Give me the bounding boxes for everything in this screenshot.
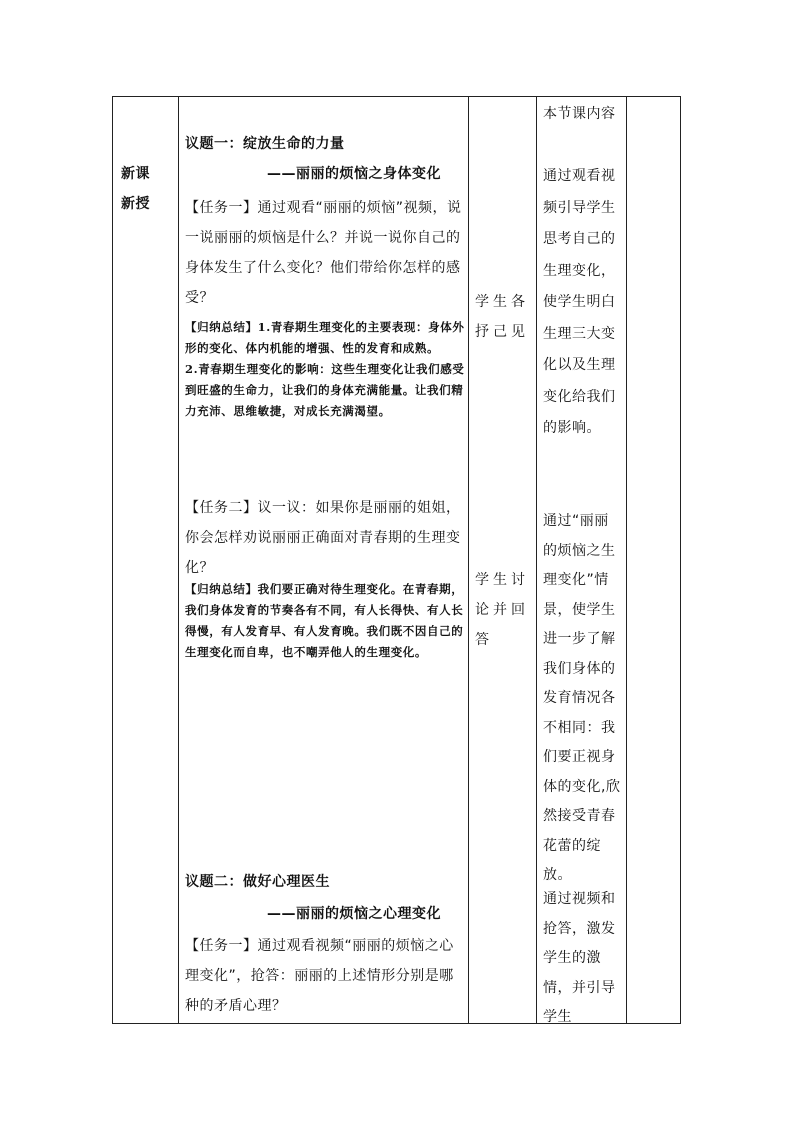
topic1-title: 议题一：绽放生命的力量: [185, 136, 345, 152]
task2-label: 【任务二】: [185, 500, 258, 516]
column-divider: [178, 97, 179, 1023]
topic1-task2: [185, 493, 465, 583]
topic1-summary1: [185, 317, 465, 422]
topic2-task1-text: 通过观看视频“丽丽的烦恼之心理变化”，抢答：丽丽的上述情形分别是哪种的矛盾心理？: [185, 938, 454, 1014]
intent-header: 本节课内容: [543, 106, 616, 122]
task1-label: 【任务一】: [185, 200, 258, 216]
summary1-point1: 1.青春期生理变化的主要表现：身体外形的变化、体内机能的增强、性的发育和成熟。: [185, 320, 465, 355]
topic2-task1-label: 【任务一】: [185, 938, 258, 954]
topic2-title: 议题二：做好心理医生: [185, 874, 330, 890]
column-divider: [536, 97, 537, 1023]
intent-2: 通过“丽丽的烦恼之生理变化”情景，使学生进一步了解我们身体的发育情况各不相同：我们要正视身体的变化,欣然接受青春花蕾的绽放。: [543, 513, 621, 883]
section-label: 新课新授: [121, 166, 150, 212]
lesson-plan-table: [112, 96, 681, 1024]
topic2-subtitle: ——丽丽的烦恼之心理变化: [267, 906, 441, 922]
topic2-task1: [185, 931, 465, 1021]
summary1-label: 【归纳总结】: [185, 320, 258, 334]
column-divider: [626, 97, 627, 1023]
topic1-summary2: [185, 579, 465, 663]
intent-1: 通过观看视频引导学生思考自己的生理变化，使学生明白生理三大变化以及生理变化给我们的影响。: [543, 168, 616, 436]
topic1-task1: [185, 193, 465, 313]
task1-text: 通过观看“丽丽的烦恼”视频，说一说丽丽的烦恼是什么？并说一说你自己的身体发生了什么变化？他们带给你怎样的感受？: [185, 200, 462, 306]
summary1-point2: 2.青春期生理变化的影响：这些生理变化让我们感受到旺盛的生命力，让我们的身体充满能量。让我们精力充沛、思维敏捷，对成长充满渴望。: [185, 362, 465, 418]
task2-text: 议一议：如果你是丽丽的姐姐，你会怎样劝说丽丽正确面对青春期的生理变化？: [185, 500, 461, 576]
intent-3: 通过视频和抢答，激发学生的激情，并引导学生: [543, 891, 616, 1025]
student-activity-1: 学生各抒己见: [475, 294, 529, 340]
topic1-subtitle: ——丽丽的烦恼之身体变化: [267, 166, 441, 182]
column-divider: [468, 97, 469, 1023]
summary2-label: 【归纳总结】: [185, 582, 258, 596]
student-activity-2: 学生讨论并回答: [475, 572, 529, 648]
summary2-text: 我们要正确对待生理变化。在青春期，我们身体发育的节奏各有不同，有人长得快、有人长得慢，有人发育早、有人发育晚。我们既不因自己的生理变化而自卑，也不嘲弄他人的生理变化。: [185, 582, 464, 659]
